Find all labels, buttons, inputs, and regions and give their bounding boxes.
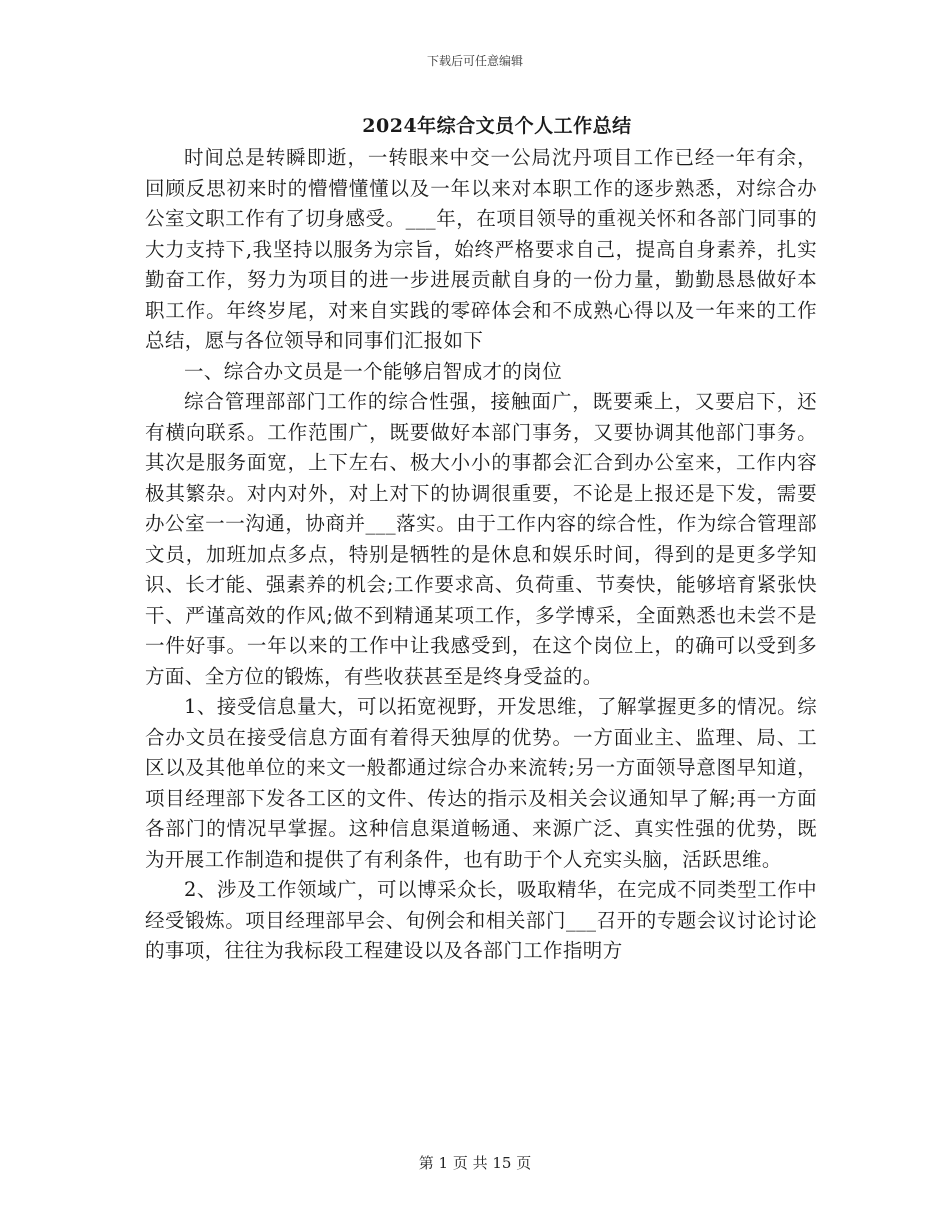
header-note: 下载后可任意编辑 [426, 54, 523, 68]
paragraph-point-2: 2、涉及工作领域广，可以博采众长，吸取精华，在完成不同类型工作中经受锻炼。项目经理部早会、旬例会和相关部门___召开的专题会议讨论讨论的事项，往往为我标段工程建设以及各部门工作指明方 [145, 878, 817, 962]
paragraph-section-1: 综合管理部部门工作的综合性强，接触面广，既要乘上，又要启下，还有横向联系。工作范围广，既要做好本部门事务，又要协调其他部门事务。其次是服务面宽，上下左右、极大小小的事都会汇合到办公室来，工作内容极其繁杂。对内对外，对上对下的协调很重要，不论是上报还是下发，需要办公室一一沟通，协商并___落实。由于工作内容的综合性，作为综合管理部文员，加班加点多点，特别是牺牲的是休息和娱乐时间，得到的是更多学知识、长才能、强素养的机会;工作要求高、负荷重、节奏快，能够培育紧张快干、严谨高效的作风;做不到精通某项工作，多学博采，全面熟悉也未尝不是一件好事。一年以来的工作中让我感受到，在这个岗位上，的确可以受到多方面、全方位的锻炼，有些收获甚至是终身受益的。 [145, 390, 817, 688]
section-heading: 一、综合办文员是一个能够启智成才的岗位 [184, 359, 563, 383]
paragraph-point-1: 1、接受信息量大，可以拓宽视野，开发思维，了解掌握更多的情况。综合办文员在接受信息方面有着得天独厚的优势。一方面业主、监理、局、工区以及其他单位的来文一般都通过综合办来流转;另一方面领导意图早知道，项目经理部下发各工区的文件、传达的指示及相关会议通知早了解;再一方面各部门的情况早掌握。这种信息渠道畅通、来源广泛、真实性强的优势，既为开展工作制造和提供了有利条件，也有助于个人充实头脑，活跃思维。 [145, 695, 817, 871]
document-title: 2024年综合文员个人工作总结 [362, 115, 632, 137]
page-footer: 第 1 页 共 15 页 [418, 1154, 532, 1172]
paragraph-intro: 时间总是转瞬即逝，一转眼来中交一公局沈丹项目工作已经一年有余，回顾反思初来时的懵懵懂懂以及一年以来对本职工作的逐步熟悉，对综合办公室文职工作有了切身感受。___年，在项目领导的重视关怀和各部门同事的大力支持下,我坚持以服务为宗旨，始终严格要求自己，提高自身素养，扎实勤奋工作，努力为项目的进一步进展贡献自身的一份力量，勤勤恳恳做好本职工作。年终岁尾，对来自实践的零碎体会和不成熟心得以及一年来的工作总结，愿与各位领导和同事们汇报如下 [145, 146, 817, 352]
document-body [145, 143, 817, 967]
